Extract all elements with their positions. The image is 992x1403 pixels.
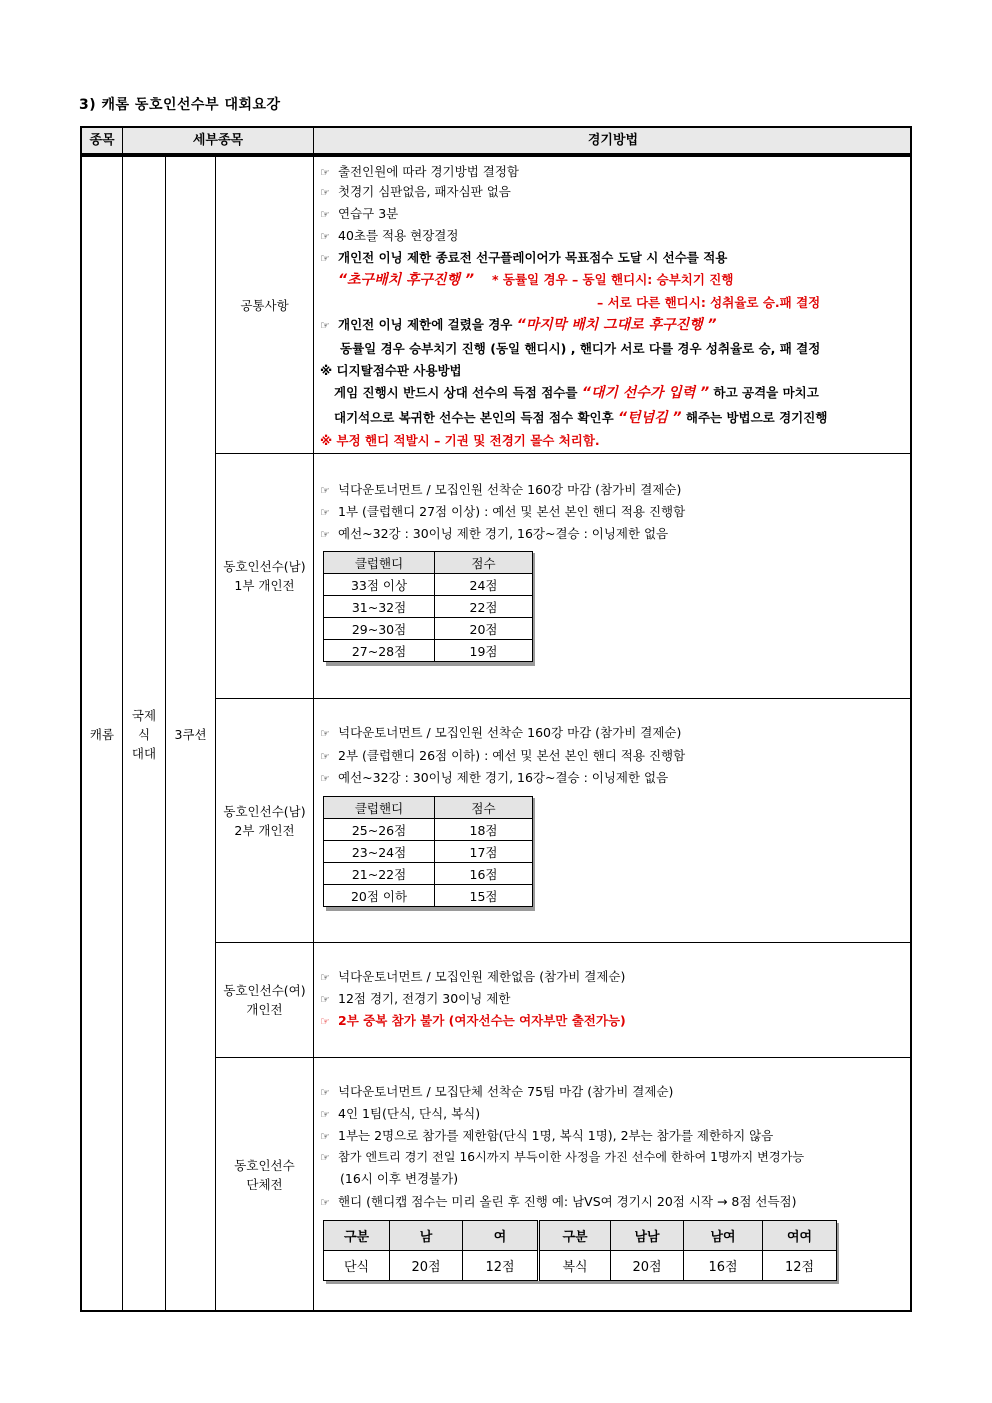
- men1-label: 동호인선수(남) 1부 개인전: [223, 559, 306, 593]
- type-part-3: 대대: [131, 745, 157, 761]
- table-row: 27~28점 19점: [324, 640, 533, 662]
- pointing-hand-icon: ☞: [320, 1130, 330, 1143]
- table-row: 31~32점 22점: [324, 596, 533, 618]
- row-divider: [215, 942, 911, 943]
- men2-handicap-table: 클럽핸디 점수 25~26점 18점 23~24점 17점 21~22점 16점 20점 이하 15점: [323, 796, 533, 907]
- men2-line: ☞ 넉다운토너먼트 / 모집인원 선착순 160강 마감 (참가비 결제순): [320, 723, 681, 744]
- common-line: ☞ 첫경기 심판없음, 패자심판 없음: [320, 182, 511, 203]
- type-cell: [123, 157, 165, 1311]
- table-row: 25~26점 18점: [324, 819, 533, 841]
- team-line: ☞ 참가 엔트리 경기 전일 16시까지 부득이한 사정을 가진 선수에 한하여 1명까지 변경가능: [320, 1147, 804, 1168]
- women-label: 동호인선수(여) 개인전: [223, 983, 306, 1017]
- common-line: ☞ 40초를 적용 현장결정: [320, 226, 458, 247]
- team-line: ☞ 1부는 2명으로 참가를 제한함(단식 1명, 복식 1명), 2부는 참가를 제한하지 않음: [320, 1126, 773, 1147]
- pointing-hand-icon: ☞: [320, 506, 330, 519]
- pointing-hand-icon: ☞: [320, 971, 330, 984]
- common-line: ※ 부정 핸디 적발시 – 기권 및 전경기 몰수 처리함.: [320, 433, 600, 448]
- header-method: 경기방법: [587, 133, 639, 148]
- men1-line: ☞ 1부 (클럽핸디 27점 이상) : 예선 및 본선 본인 핸디 적용 진행함: [320, 502, 685, 523]
- table-row: 단식 20점 12점 복식 20점 16점 12점: [324, 1251, 837, 1281]
- pointing-hand-icon: ☞: [320, 727, 330, 740]
- pointing-hand-icon: ☞: [320, 230, 330, 243]
- pointing-hand-icon: ☞: [320, 186, 330, 199]
- pointing-hand-icon: ☞: [320, 484, 330, 497]
- pointing-hand-icon: ☞: [320, 1151, 330, 1164]
- table-row: 23~24점 17점: [324, 841, 533, 863]
- women-line: ☞ 12점 경기, 전경기 30이닝 제한: [320, 989, 510, 1010]
- men1-line: ☞ 예선~32강 : 30이닝 제한 경기, 16강~결승 : 이닝제한 없음: [320, 524, 668, 545]
- type-part-1: 국제: [131, 707, 157, 723]
- men2-line: ☞ 2부 (클럽핸디 26점 이하) : 예선 및 본선 본인 핸디 적용 진행함: [320, 746, 685, 767]
- common-line: 게임 진행시 반드시 상대 선수의 득점 점수를 “대기 선수가 입력 ” 하고 공격을 마치고: [334, 385, 819, 401]
- table-type-cell: 3쿠션: [174, 726, 207, 742]
- type-part-2: 식: [137, 726, 151, 742]
- common-line: – 서로 다른 핸디시: 성취율로 승.패 결정: [597, 295, 821, 310]
- common-line: ※ 디지탈점수판 사용방법: [320, 363, 462, 378]
- men2-line: ☞ 예선~32강 : 30이닝 제한 경기, 16강~결승 : 이닝제한 없음: [320, 768, 668, 789]
- team-line: ☞ 넉다운토너먼트 / 모집단체 선착순 75팀 마감 (참가비 결제순): [320, 1082, 673, 1103]
- pointing-hand-icon: ☞: [320, 208, 330, 221]
- common-line: ☞ 출전인원에 따라 경기방법 결정함: [320, 162, 519, 183]
- common-line: 대기석으로 복귀한 선수는 본인의 득점 점수 확인후 “턴넘김 ” 해주는 방법으로 경기진행: [334, 410, 828, 426]
- team-line: ☞ 핸디 (핸디캡 점수는 미리 올린 후 진행 예: 남VS여 경기시 20점 시작 → 8점 선득점): [320, 1192, 797, 1213]
- grid-line: [313, 127, 314, 1311]
- pointing-hand-icon: ☞: [320, 750, 330, 763]
- men1-handicap-table: 클럽핸디 점수 33점 이상 24점 31~32점 22점 29~30점 20점 27~28점 19점: [323, 551, 533, 662]
- pointing-hand-icon: ☞: [320, 1108, 330, 1121]
- team-line: ☞ 4인 1팀(단식, 단식, 복식): [320, 1104, 480, 1125]
- row-divider: [215, 1057, 911, 1058]
- page-title: 3) 캐롬 동호인선수부 대회요강: [79, 97, 281, 113]
- pointing-hand-icon: ☞: [320, 993, 330, 1006]
- men2-label: 동호인선수(남) 2부 개인전: [223, 803, 306, 838]
- common-line: “초구배치 후구진행 ” * 동률일 경우 – 동일 핸디시: 승부치기 진행: [338, 272, 734, 288]
- pointing-hand-icon: ☞: [320, 319, 330, 332]
- row-divider: [215, 698, 911, 699]
- header-sport: 종목: [89, 133, 115, 148]
- common-label: 공통사항: [240, 297, 289, 313]
- header-event: 세부종목: [192, 133, 244, 148]
- pointing-hand-icon: ☞: [320, 166, 330, 179]
- table-row: 33점 이상 24점: [324, 574, 533, 596]
- common-line: ☞ 연습구 3분: [320, 204, 398, 225]
- pointing-hand-icon: ☞: [320, 1196, 330, 1209]
- pointing-hand-icon: ☞: [320, 252, 330, 265]
- team-line: (16시 이후 변경불가): [340, 1171, 459, 1186]
- pointing-hand-icon: ☞: [320, 1015, 330, 1028]
- team-handicap-table: 구분 남 여 구분 남남 남여 여여 단식 20점 12점 복식 20점 16점 12점: [323, 1220, 837, 1281]
- women-line: ☞ 넉다운토너먼트 / 모집인원 제한없음 (참가비 결제순): [320, 967, 625, 988]
- men1-line: ☞ 넉다운토너먼트 / 모집인원 선착순 160강 마감 (참가비 결제순): [320, 480, 681, 501]
- common-line: ☞ 개인전 이닝 제한에 걸렸을 경우 “마지막 배치 그대로 후구진행 ”: [320, 315, 717, 336]
- pointing-hand-icon: ☞: [320, 1086, 330, 1099]
- row-divider: [215, 453, 911, 454]
- table-row: 20점 이하 15점: [324, 885, 533, 907]
- common-line: 동률일 경우 승부치기 진행 (동일 핸디시) , 핸디가 서로 다를 경우 성취율로 승, 패 결정: [340, 341, 821, 356]
- team-label: 동호인선수 단체전: [234, 1157, 295, 1192]
- pointing-hand-icon: ☞: [320, 772, 330, 785]
- sport-cell: 캐롬: [89, 726, 115, 742]
- women-line: ☞ 2부 중복 참가 불가 (여자선수는 여자부만 출전가능): [320, 1011, 626, 1032]
- common-line: ☞ 개인전 이닝 제한 종료전 선구플레이어가 목표점수 도달 시 선수를 적용: [320, 248, 727, 269]
- table-row: 29~30점 20점: [324, 618, 533, 640]
- pointing-hand-icon: ☞: [320, 528, 330, 541]
- table-row: 21~22점 16점: [324, 863, 533, 885]
